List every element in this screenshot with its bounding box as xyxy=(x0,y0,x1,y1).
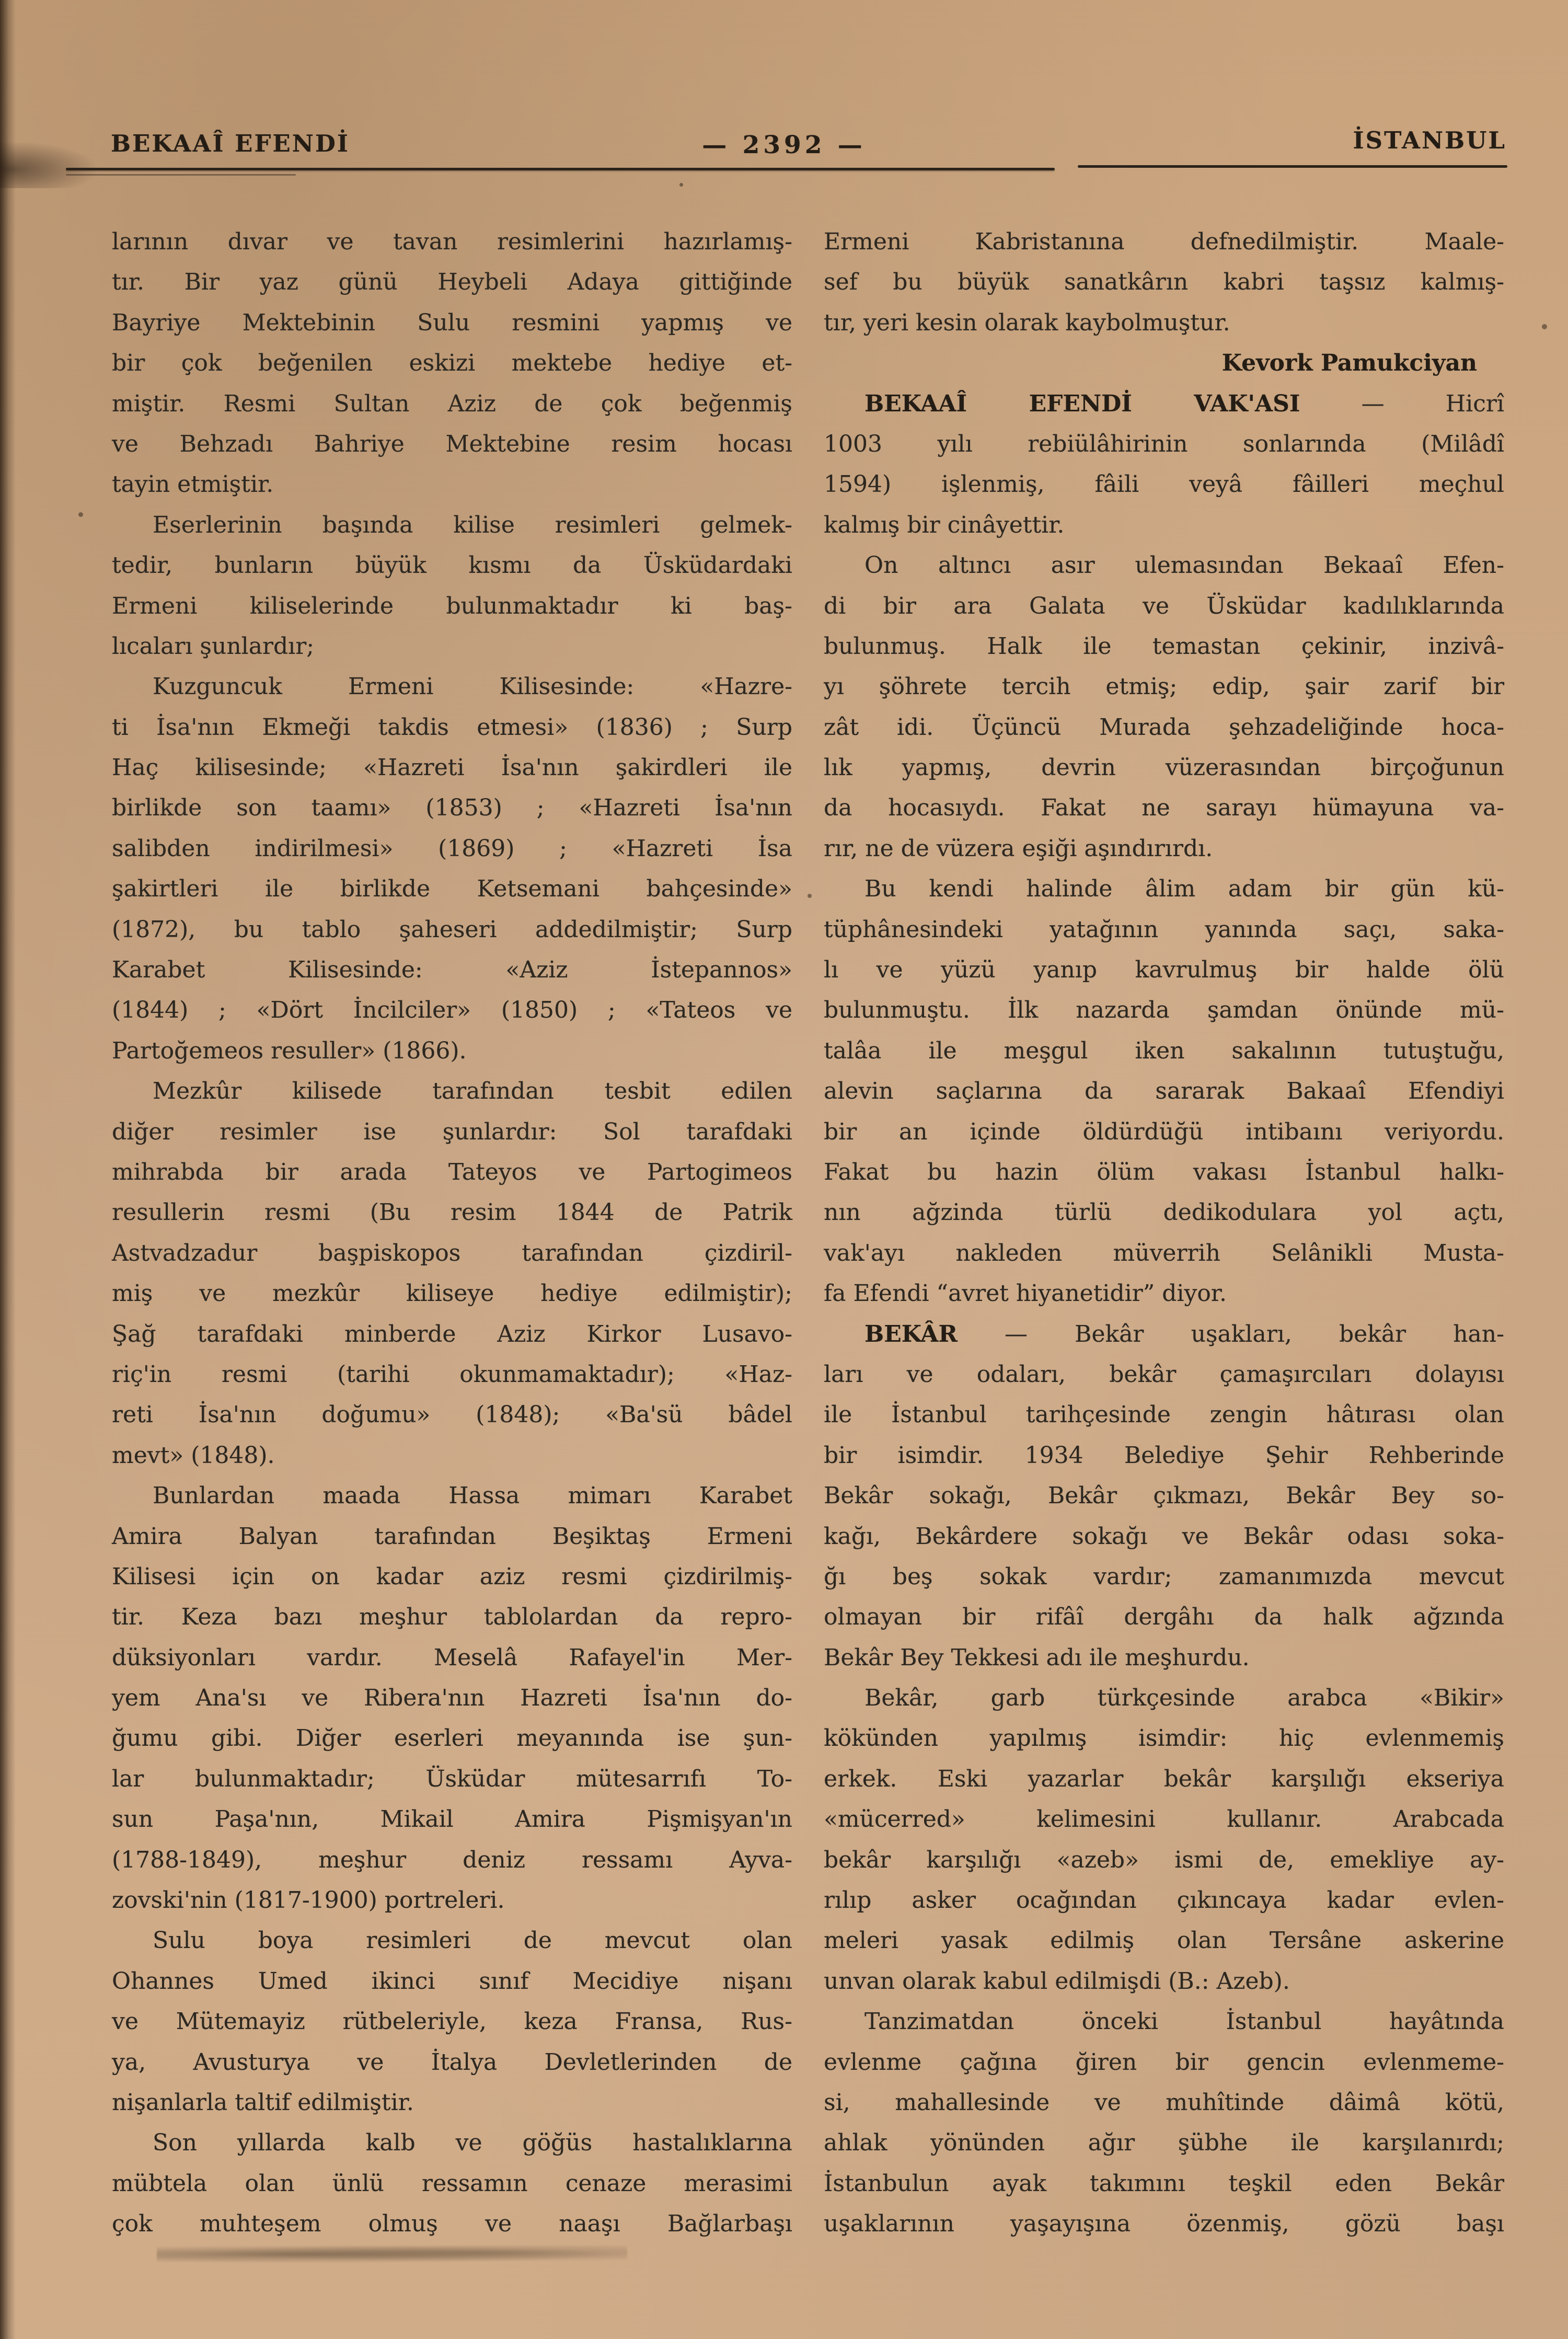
text-line: Karabet Kilisesinde: «Aziz İstepannos» xyxy=(112,957,792,984)
text-line: reti İsa'nın doğumu» (1848); «Ba'sü bâdel xyxy=(112,1401,792,1428)
text-line: Haç kilisesinde; «Hazreti İsa'nın şakirdleri ile xyxy=(112,754,792,781)
text-line: Ohannes Umed ikinci sınıf Mecidiye nişanı xyxy=(112,1967,792,1995)
text-line: bir çok beğenilen eskizi mektebe hediye et- xyxy=(112,350,792,377)
text-line: Amira Balyan tarafından Beşiktaş Ermeni xyxy=(112,1523,792,1550)
text-column-right xyxy=(824,222,1504,2244)
ink-speck xyxy=(808,894,812,898)
header-rule-smudge xyxy=(66,174,296,176)
text-line: bulunmuş. Halk ile temastan çekinir, inzivâ- xyxy=(824,632,1504,660)
text-line: kağı, Bekârdere sokağı ve Bekâr odası soka- xyxy=(824,1523,1504,1550)
running-head-publication: İSTANBUL xyxy=(1353,126,1506,154)
ink-speck xyxy=(1542,324,1547,329)
text-line: birlikde son taamı» (1853) ; «Hazreti İsa'nın xyxy=(112,794,792,822)
text-line: BEKAAÎ EFENDİ VAK'ASI — Hicrî xyxy=(864,390,1504,417)
text-line: Bekâr, garb türkçesinde arabca «Bikir» xyxy=(864,1685,1504,1712)
text-line: Bu kendi halinde âlim adam bir gün kü- xyxy=(864,875,1504,903)
text-line: salibden indirilmesi» (1869) ; «Hazreti İsa xyxy=(112,835,792,862)
ink-speck xyxy=(679,183,683,187)
text-line: (1844) ; «Dört İncilciler» (1850) ; «Tateos ve xyxy=(112,997,792,1024)
text-line: si, mahallesinde ve muhîtinde dâimâ kötü, xyxy=(824,2089,1504,2116)
text-line: şakirtleri ile birlikde Ketsemani bahçesinde» xyxy=(112,875,792,903)
text-line: düksiyonları vardır. Meselâ Rafayel'in Mer- xyxy=(112,1644,792,1671)
text-line: İstanbulun ayak takımını teşkil eden Bekâr xyxy=(824,2170,1504,2197)
running-head-article: BEKAAÎ EFENDİ xyxy=(111,130,350,157)
text-line: lık yapmış, devrin vüzerasından birçoğunun xyxy=(824,754,1504,781)
text-line: ları ve odaları, bekâr çamaşırcıları dolayısı xyxy=(824,1361,1504,1388)
text-line: di bir ara Galata ve Üsküdar kadılıklarında xyxy=(824,592,1504,619)
text-line: tedir, bunların büyük kısmı da Üsküdardaki xyxy=(112,552,792,579)
header-rule-left-segment xyxy=(66,168,1055,170)
header-rule-right-segment xyxy=(1078,165,1507,168)
text-line: lar bulunmaktadır; Üsküdar mütesarrıfı To- xyxy=(112,1765,792,1792)
text-line: nın ağzinda türlü dedikodulara yol açtı, xyxy=(824,1199,1504,1226)
text-line: Bekâr Bey Tekkesi adı ile meşhurdu. xyxy=(824,1644,1250,1671)
text-line: 1003 yılı rebiülâhirinin sonlarında (Milâdî xyxy=(824,430,1504,457)
text-line: bekâr karşılığı «azeb» ismi de, emekliye ay- xyxy=(824,1846,1504,1873)
text-line: diğer resimler ise şunlardır: Sol tarafdaki xyxy=(112,1118,792,1145)
text-line: ya, Avusturya ve İtalya Devletlerinden de xyxy=(112,2048,792,2076)
text-line: lıcaları şunlardır; xyxy=(112,632,315,660)
text-line: unvan olarak kabul edilmişdi (B.: Azeb). xyxy=(824,1967,1290,1995)
text-line: sef bu büyük sanatkârın kabri taşsız kalmış- xyxy=(824,269,1504,296)
text-line: larının dıvar ve tavan resimlerini hazırlamış- xyxy=(112,228,792,255)
text-line: ve Behzadı Bahriye Mektebine resim hocası xyxy=(112,430,792,457)
scan-corner-smudge xyxy=(0,141,99,188)
text-line: yı şöhrete tercih etmiş; edip, şair zarif bir xyxy=(824,673,1504,700)
text-line: sun Paşa'nın, Mikail Amira Pişmişyan'ın xyxy=(112,1806,792,1833)
text-line: (1872), bu tablo şaheseri addedilmiştir; Surp xyxy=(112,916,792,943)
text-line: evlenme çağına ğiren bir gencin evlenmeme- xyxy=(824,2048,1504,2076)
text-line: rılıp asker ocağından çıkıncaya kadar evlen- xyxy=(824,1887,1504,1914)
text-line: BEKÂR — Bekâr uşakları, bekâr han- xyxy=(864,1320,1504,1347)
ink-smudge xyxy=(157,2245,627,2263)
scan-left-edge-shadow xyxy=(0,0,16,2339)
text-line: Ermeni kiliselerinde bulunmaktadır ki baş- xyxy=(112,592,792,619)
text-line: Astvadzadur başpiskopos tarafından çizdiril- xyxy=(112,1239,792,1266)
text-line: tüphânesindeki yatağının yanında saçı, saka- xyxy=(824,916,1504,943)
text-line: erkek. Eski yazarlar bekâr karşılığı ekseriya xyxy=(824,1765,1504,1792)
text-line: mihrabda bir arada Tateyos ve Partogimeos xyxy=(112,1158,792,1185)
text-line: ile İstanbul tarihçesinde zengin hâtırası olan xyxy=(824,1401,1504,1428)
text-line: zât idi. Üçüncü Murada şehzadeliğinde hoca- xyxy=(824,713,1504,741)
text-line: yem Ana'sı ve Ribera'nın Hazreti İsa'nın do- xyxy=(112,1685,792,1712)
text-line: Mezkûr kilisede tarafından tesbit edilen xyxy=(153,1078,792,1105)
text-line: ğumu gibi. Diğer eserleri meyanında ise şun- xyxy=(112,1725,792,1752)
text-line: ve Mütemayiz rütbeleriyle, keza Fransa, Rus- xyxy=(112,2008,792,2035)
text-line: Kilisesi için on kadar aziz resmi çizdirilmiş- xyxy=(112,1563,792,1590)
text-line: Bekâr sokağı, Bekâr çıkmazı, Bekâr Bey so- xyxy=(824,1482,1504,1510)
text-line: alevin saçlarına da sararak Bakaaî Efendiyi xyxy=(824,1078,1504,1105)
text-line: Kuzguncuk Ermeni Kilisesinde: «Hazre- xyxy=(153,673,792,700)
text-line: tayin etmiştir. xyxy=(112,471,274,498)
text-line: «mücerred» kelimesini kullanır. Arabcada xyxy=(824,1806,1504,1833)
text-line: rır, ne de vüzera eşiği aşındırırdı. xyxy=(824,835,1213,862)
text-line: çok muhteşem olmuş ve naaşı Bağlarbaşı xyxy=(112,2210,792,2238)
text-line: miş ve mezkûr kiliseye hediye edilmiştir); xyxy=(112,1280,792,1307)
text-line: On altıncı asır ulemasından Bekaaî Efen- xyxy=(864,552,1504,579)
page-number: — 2392 — xyxy=(702,131,866,159)
text-line: ti İsa'nın Ekmeği takdis etmesi» (1836) ; Surp xyxy=(112,713,792,741)
text-line: tir. Keza bazı meşhur tablolardan da repro- xyxy=(112,1604,792,1631)
text-line: Fakat bu hazin ölüm vakası İstanbul halkı- xyxy=(824,1158,1504,1185)
text-line: riç'in resmi (tarihi okunmamaktadır); «Haz- xyxy=(112,1361,792,1388)
ink-speck xyxy=(78,512,83,517)
text-line: lı ve yüzü yanıp kavrulmuş bir halde ölü xyxy=(824,957,1504,984)
text-line: ğı beş sokak vardır; zamanımızda mevcut xyxy=(824,1563,1504,1590)
text-line: bulunmuştu. İlk nazarda şamdan önünde mü- xyxy=(824,997,1504,1024)
text-line: miştir. Resmi Sultan Aziz de çok beğenmiş xyxy=(112,390,792,417)
text-line: tır. Bir yaz günü Heybeli Adaya gittiğinde xyxy=(112,269,792,296)
text-line: fa Efendi “avret hiyanetidir” diyor. xyxy=(824,1280,1227,1307)
text-line: bir an içinde öldürdüğü intibaını veriyordu. xyxy=(824,1118,1504,1145)
text-line: Şağ tarafdaki minberde Aziz Kirkor Lusavo- xyxy=(112,1320,792,1347)
text-column-left xyxy=(112,222,792,2244)
text-line: Son yıllarda kalb ve göğüs hastalıklarına xyxy=(153,2129,792,2157)
text-line: uşaklarının yaşayışına özenmiş, gözü başı xyxy=(824,2210,1504,2238)
text-line: Sulu boya resimleri de mevcut olan xyxy=(153,1927,792,1954)
text-line: resullerin resmi (Bu resim 1844 de Patrik xyxy=(112,1199,792,1226)
text-line: Bayriye Mektebinin Sulu resmini yapmış ve xyxy=(112,309,792,336)
text-line: olmayan bir rifâî dergâhı da halk ağzında xyxy=(824,1604,1504,1631)
text-line: talâa ile meşgul iken sakalının tutuştuğu, xyxy=(824,1037,1504,1064)
text-line: Bunlardan maada Hassa mimarı Karabet xyxy=(153,1482,792,1510)
text-line: zovski'nin (1817-1900) portreleri. xyxy=(112,1887,505,1914)
text-line: 1594) işlenmiş, fâili veyâ fâilleri meçhul xyxy=(824,471,1504,498)
text-line: Partoğemeos resuller» (1866). xyxy=(112,1037,467,1064)
text-line: vak'ayı nakleden müverrih Selânikli Musta- xyxy=(824,1239,1504,1266)
text-line: kalmış bir cinâyettir. xyxy=(824,511,1065,538)
text-line: mevt» (1848). xyxy=(112,1442,275,1469)
text-line: bir isimdir. 1934 Belediye Şehir Rehberinde xyxy=(824,1442,1504,1469)
text-line: Kevork Pamukciyan xyxy=(1221,350,1477,377)
text-line: kökünden yapılmış isimdir: hiç evlenmemiş xyxy=(824,1725,1504,1752)
text-line: meleri yasak edilmiş olan Tersâne askerine xyxy=(824,1927,1504,1954)
text-line: da hocasıydı. Fakat ne sarayı hümayuna va- xyxy=(824,794,1504,822)
text-line: tır, yeri kesin olarak kaybolmuştur. xyxy=(824,309,1230,336)
text-line: mübtela olan ünlü ressamın cenaze merasimi xyxy=(112,2170,792,2197)
text-line: ahlak yönünden ağır şübhe ile karşılanırdı; xyxy=(824,2129,1504,2157)
text-line: Ermeni Kabristanına defnedilmiştir. Maale- xyxy=(824,228,1504,255)
text-line: (1788-1849), meşhur deniz ressamı Ayva- xyxy=(112,1846,792,1873)
text-line: nişanlarla taltif edilmiştir. xyxy=(112,2089,414,2116)
text-line: Eserlerinin başında kilise resimleri gelmek- xyxy=(153,511,792,538)
text-line: Tanzimatdan önceki İstanbul hayâtında xyxy=(864,2008,1504,2035)
